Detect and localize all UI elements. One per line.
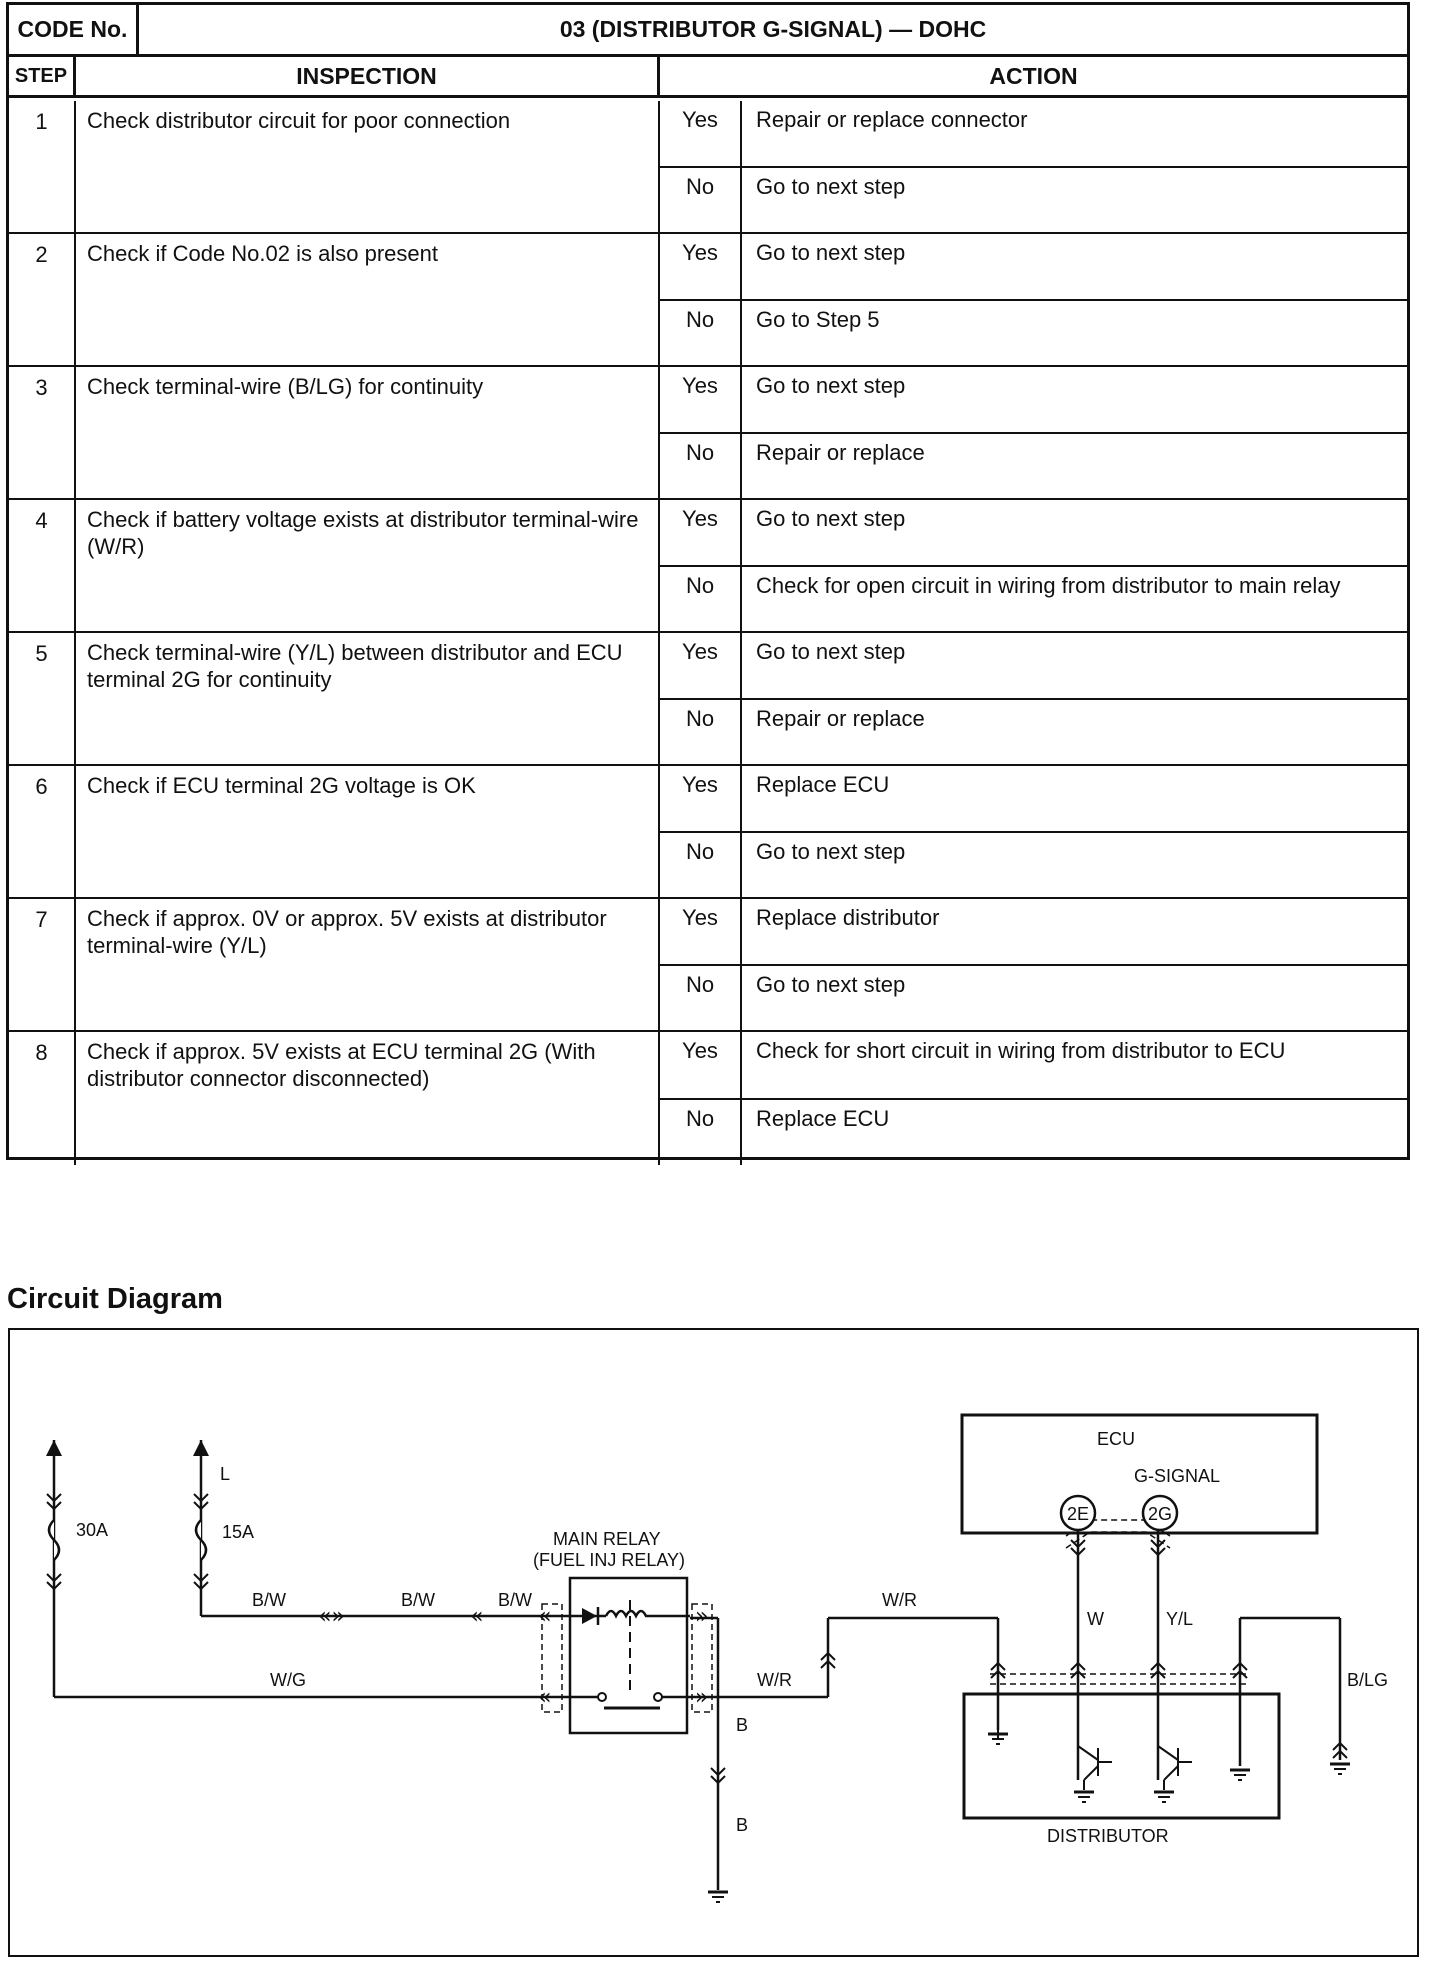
no-action: Check for open circuit in wiring from distributor to main relay <box>756 572 1341 598</box>
code-label: CODE No. <box>9 5 139 54</box>
step-number: 2 <box>9 234 76 365</box>
wire-bw-label-1: B/W <box>252 1590 286 1610</box>
main-relay <box>570 1578 687 1733</box>
connector-icon: « <box>470 1604 484 1629</box>
supply-arrow-30a-icon <box>46 1440 62 1456</box>
inspection-text: Check distributor circuit for poor connection <box>76 101 660 232</box>
no-label: No <box>660 833 742 898</box>
connector-icon: » <box>695 1604 709 1629</box>
yes-action: Replace ECU <box>756 772 890 797</box>
distributor-label: DISTRIBUTOR <box>1047 1826 1169 1846</box>
step-number: 4 <box>9 500 76 631</box>
no-action: Go to next step <box>756 173 906 199</box>
no-label: No <box>660 168 742 233</box>
yes-label: Yes <box>660 633 742 698</box>
yes-label: Yes <box>660 234 742 299</box>
fuse-30a-icon <box>49 1520 59 1560</box>
circuit-diagram-title: Circuit Diagram <box>7 1283 223 1315</box>
g-signal-label: G-SIGNAL <box>1134 1466 1221 1486</box>
wire-yl-label: Y/L <box>1166 1609 1194 1629</box>
wire-b-label-2: B <box>736 1815 749 1835</box>
fuse-30a-label: 30A <box>76 1520 109 1540</box>
yes-label: Yes <box>660 101 742 166</box>
main-relay-label: MAIN RELAY <box>553 1529 661 1549</box>
inspection-text: Check if approx. 0V or approx. 5V exists at distributor terminal-wire (Y/L) <box>76 899 660 1030</box>
no-action: Go to next step <box>756 971 906 997</box>
relay-coil-icon <box>606 1611 690 1616</box>
step-number: 3 <box>9 367 76 498</box>
fuse-15a-icon <box>196 1520 206 1560</box>
step-number: 8 <box>9 1032 76 1165</box>
no-action: Repair or replace <box>756 439 925 465</box>
step-number: 7 <box>9 899 76 1030</box>
supply-arrow-15a-icon <box>193 1440 209 1456</box>
connector-icon: «» <box>318 1604 345 1629</box>
ecu-label: ECU <box>1097 1429 1136 1449</box>
wire-wr-label-1: W/R <box>882 1590 917 1610</box>
relay-contact-icon <box>654 1693 662 1701</box>
step-number: 5 <box>9 633 76 764</box>
no-label: No <box>660 700 742 765</box>
yes-label: Yes <box>660 899 742 964</box>
no-action: Go to next step <box>756 838 906 864</box>
code-title: 03 (DISTRIBUTOR G-SIGNAL) — DOHC <box>559 16 987 42</box>
no-label: No <box>660 567 742 632</box>
wire-bw-label-3: B/W <box>498 1590 532 1610</box>
wire-wg-label: W/G <box>270 1670 306 1690</box>
no-action: Go to Step 5 <box>756 306 880 332</box>
no-label: No <box>660 1100 742 1166</box>
wire-wr-label-2: W/R <box>757 1670 792 1690</box>
inspection-text: Check terminal-wire (B/LG) for continuity <box>76 367 660 498</box>
transistor-icon <box>1158 1700 1192 1790</box>
yes-label: Yes <box>660 367 742 432</box>
action-column-header: ACTION <box>989 62 1078 89</box>
no-label: No <box>660 434 742 499</box>
relay-diode-icon <box>568 1607 606 1625</box>
distributor-box <box>964 1694 1279 1818</box>
wire-blg-label: B/LG <box>1347 1670 1389 1690</box>
ground-icon <box>1074 1792 1094 1802</box>
yes-action: Go to next step <box>756 506 906 531</box>
step-column-header: STEP <box>9 57 76 95</box>
yes-action: Check for short circuit in wiring from distributor to ECU <box>756 1038 1286 1063</box>
wire-bw-label-2: B/W <box>401 1590 435 1610</box>
ground-icon <box>1154 1792 1174 1802</box>
step-number: 1 <box>9 101 76 232</box>
main-relay-sub-label: (FUEL INJ RELAY) <box>533 1550 686 1570</box>
inspection-column-header: INSPECTION <box>76 57 660 95</box>
yes-action: Replace distributor <box>756 905 940 930</box>
no-action: Repair or replace <box>756 705 925 731</box>
wire-w-label: W <box>1087 1609 1104 1629</box>
ground-icon <box>988 1734 1008 1744</box>
relay-contact-icon <box>598 1693 606 1701</box>
inspection-text: Check if battery voltage exists at distributor terminal-wire (W/R) <box>76 500 660 631</box>
transistor-icon <box>1078 1700 1112 1790</box>
yes-action: Go to next step <box>756 240 906 265</box>
yes-label: Yes <box>660 766 742 831</box>
connector-icon: « <box>538 1604 552 1629</box>
wire-b-label-1: B <box>736 1715 749 1735</box>
connector-icon: « <box>538 1685 552 1710</box>
supply-l-label: L <box>220 1464 231 1484</box>
inspection-text: Check if approx. 5V exists at ECU terminal 2G (With distributor connector disconnected) <box>76 1032 660 1165</box>
fuse-15a-label: 15A <box>222 1522 255 1542</box>
connector-icon: » <box>695 1685 709 1710</box>
diagram-frame <box>9 1329 1418 1956</box>
ground-icon <box>1330 1764 1350 1774</box>
yes-action: Go to next step <box>756 373 906 398</box>
no-action: Replace ECU <box>756 1105 890 1131</box>
terminal-2e-label: 2E <box>1067 1504 1090 1524</box>
inspection-text: Check if Code No.02 is also present <box>76 234 660 365</box>
step-number: 6 <box>9 766 76 897</box>
no-label: No <box>660 301 742 366</box>
yes-label: Yes <box>660 500 742 565</box>
yes-label: Yes <box>660 1032 742 1098</box>
inspection-text: Check if ECU terminal 2G voltage is OK <box>76 766 660 897</box>
inspection-text: Check terminal-wire (Y/L) between distributor and ECU terminal 2G for continuity <box>76 633 660 764</box>
yes-action: Go to next step <box>756 639 906 664</box>
ground-icon <box>1230 1770 1250 1780</box>
no-label: No <box>660 966 742 1031</box>
ground-icon <box>708 1892 728 1902</box>
yes-action: Repair or replace connector <box>756 107 1028 132</box>
terminal-2g-label: 2G <box>1148 1504 1173 1524</box>
